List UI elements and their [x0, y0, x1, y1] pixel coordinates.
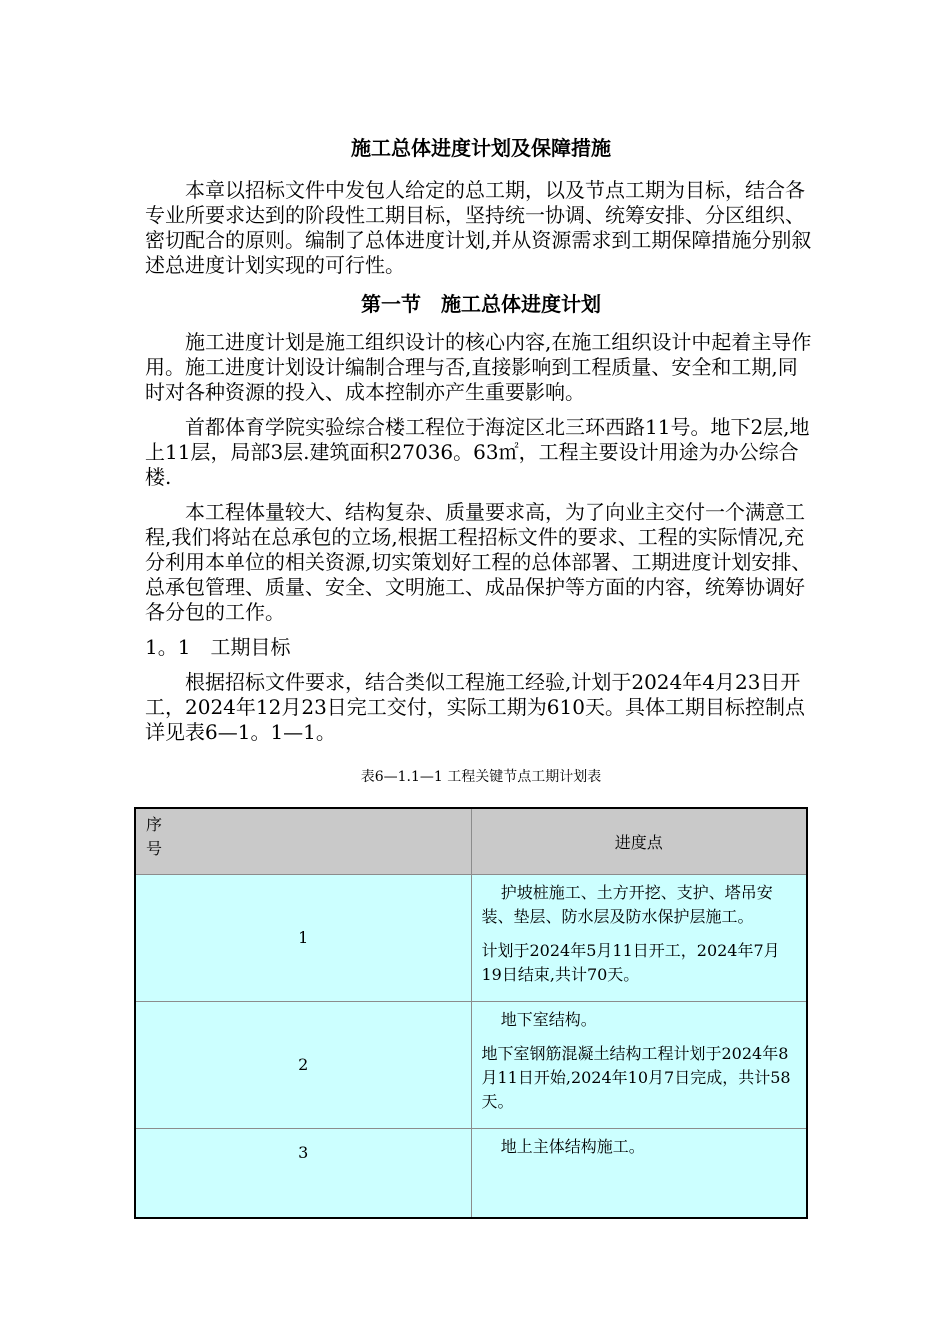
- header-number-cell: [135, 808, 471, 874]
- table-row: [135, 1001, 807, 1128]
- intro-paragraph: 本章以招标文件中发包人给定的总工期，以及节点工期为目标，结合各专业所要求达到的阶段性工期目标，坚持统一协调、统筹安排、分区组织、密切配合的原则。编制了总体进度计划,并从资源需求到工期保障措施分别叙述总进度计划实现的可行性。: [145, 178, 812, 277]
- table-row: [135, 874, 807, 1001]
- paragraph-4: 根据招标文件要求，结合类似工程施工经验,计划于2024年4月23日开工，2024年12月23日完工交付，实际工期为610天。具体工期目标控制点详见表6—1。1—1。: [145, 670, 805, 744]
- table-header-row: [135, 808, 807, 874]
- table-caption: 表6—1.1—1 工程关键节点工期计划表: [360, 769, 602, 785]
- row-line-1: 护坡桩施工、土方开挖、支护、塔吊安装、垫层、防水层及防水保护层施工。: [481, 882, 773, 926]
- schedule-table: [134, 807, 808, 1219]
- row-content: [471, 874, 807, 1001]
- row-line-1: 地下室结构。: [500, 1009, 597, 1029]
- document-content: [145, 128, 817, 1219]
- subsection-title: 1。1 工期目标: [145, 635, 291, 659]
- paragraph-3: 本工程体量较大、结构复杂、质量要求高，为了向业主交付一个满意工程,我们将站在总承包的立场,根据工程招标文件的要求、工程的实际情况,充分利用本单位的相关资源,切实策划好工程的总体部署、工期进度计划安排、总承包管理、质量、安全、文明施工、成品保护等方面的内容，统筹协调好各分包的工作。: [145, 500, 812, 624]
- document-title: 施工总体进度计划及保障措施: [351, 136, 611, 160]
- header-progress-cell: 进度点: [471, 808, 807, 874]
- row-line-2: 地下室钢筋混凝土结构工程计划于2024年8月11日开始,2024年10月7日完成，共计58天。: [481, 1043, 791, 1111]
- row-number: 3: [135, 1128, 471, 1218]
- row-line-1: 地上主体结构施工。: [500, 1136, 645, 1156]
- paragraph-1: 施工进度计划是施工组织设计的核心内容,在施工组织设计中起着主导作用。施工进度计划设计编制合理与否,直接影响到工程质量、安全和工期,同时对各种资源的投入、成本控制亦产生重要影响。: [145, 330, 812, 404]
- row-number: 1: [135, 874, 471, 1001]
- row-content: [471, 1001, 807, 1128]
- paragraph-2: 首都体育学院实验综合楼工程位于海淀区北三环西路11号。地下2层,地上11层，局部3层.建筑面积27036。63㎡，工程主要设计用途为办公综合楼.: [145, 415, 810, 489]
- header-number: 序号: [146, 815, 163, 858]
- row-number: 2: [135, 1001, 471, 1128]
- row-content: [471, 1128, 807, 1218]
- row-line-2: 计划于2024年5月11日开工，2024年7月19日结束,共计70天。: [481, 940, 780, 984]
- section-title: 第一节 施工总体进度计划: [361, 292, 601, 316]
- table-row: [135, 1128, 807, 1218]
